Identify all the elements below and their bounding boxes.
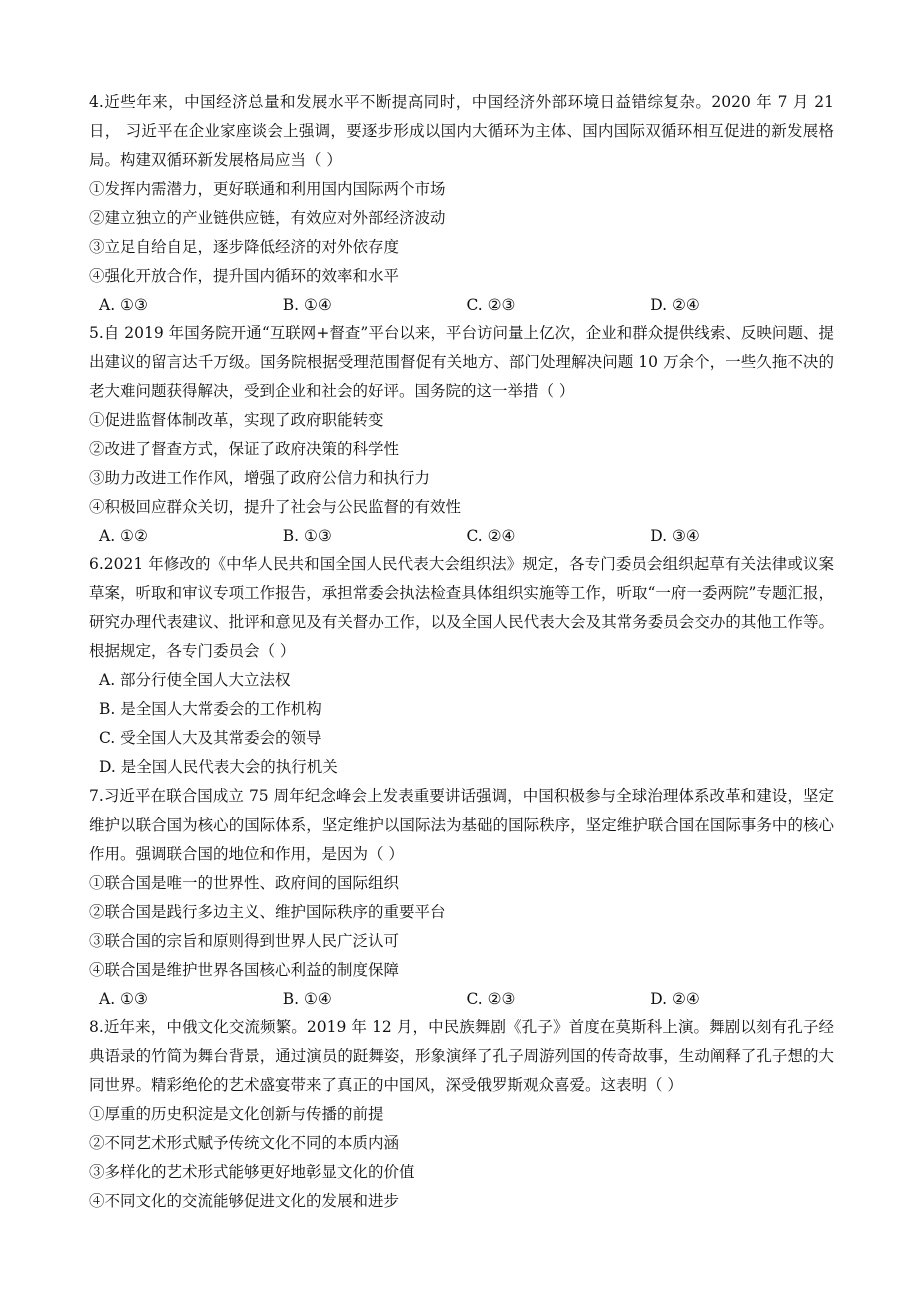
question-stem: 6.2021 年修改的《中华人民共和国全国人民代表大会组织法》规定，各专门委员会组织起草有关法律或议案草案，听取和审议专项工作报告，承担常委会执法检查具体组织实施等工作，听取“一府一委两院”专题汇报，研究办理代表建议、批评和意见及有关督办工作，以及全国人民代表大会及其常务委员会交办的其他工作等。根据规定，各专门委员会（ ） [89,555,834,660]
statement-item: ①联合国是唯一的世界性、政府间的国际组织 [89,874,400,892]
question-6 [89,550,834,782]
answer-choices [89,522,834,551]
statement-item: ③助力改进工作作风，增强了政府公信力和执行力 [89,469,431,487]
statement-item: ④强化开放合作，提升国内循环的效率和水平 [89,267,400,285]
choice-c[interactable]: C. ②③ [466,990,516,1008]
choice-a[interactable]: A. ①③ [99,990,148,1008]
choice-d[interactable]: D. ③④ [650,527,700,545]
statement-item: ③多样化的艺术形式能够更好地彰显文化的价值 [89,1163,415,1181]
choice-c[interactable]: C. ②④ [466,527,516,545]
statement-item: ②建立独立的产业链供应链，有效应对外部经济波动 [89,209,446,227]
statement-item: ①促进监督体制改革，实现了政府职能转变 [89,411,384,429]
question-stem: 8.近年来，中俄文化交流频繁。2019 年 12 月，中民族舞剧《孔子》首度在莫斯科上演。舞剧以刻有孔子经典语录的竹简为舞台背景，通过演员的跹舞姿，形象演绎了孔子周游列国的传奇故事，生动阐释了孔子想的大同世界。精彩绝伦的艺术盛宴带来了真正的中国风，深受俄罗斯观众喜爱。这表明（ ） [89,1018,834,1094]
statement-item: ①厚重的历史积淀是文化创新与传播的前提 [89,1105,384,1123]
choice-b[interactable]: B. ①④ [282,990,332,1008]
question-7 [89,782,834,1014]
statement-item: ③立足自给自足，逐步降低经济的对外依存度 [89,238,400,256]
question-stem: 5.自 2019 年国务院开通“互联网+督查”平台以来，平台访问量上亿次，企业和群众提供线索、反映问题、提出建议的留言达千万级。国务院根据受理范围督促有关地方、部门处理解决问题 10 万余个，一些久拖不决的老大难问题获得解决，受到企业和社会的好评。国务院的这一举措（ ） [89,324,834,400]
statement-item: ④积极回应群众关切，提升了社会与公民监督的有效性 [89,498,462,516]
choice-b[interactable]: B. ①④ [282,296,332,314]
question-4 [89,88,834,320]
choice-c[interactable]: C. 受全国人大及其常委会的领导 [99,729,322,747]
statement-item: ④联合国是维护世界各国核心利益的制度保障 [89,961,400,979]
question-8 [89,1013,834,1216]
choice-b[interactable]: B. ①③ [282,527,332,545]
answer-choices [89,291,834,320]
question-5 [89,319,834,551]
choice-a[interactable]: A. ①③ [99,296,148,314]
choice-a[interactable]: A. 部分行使全国人大立法权 [99,671,291,689]
statement-item: ④不同文化的交流能够促进文化的发展和进步 [89,1192,400,1210]
statement-item: ②改进了督查方式，保证了政府决策的科学性 [89,440,400,458]
question-stem: 7.习近平在联合国成立 75 周年纪念峰会上发表重要讲话强调，中国积极参与全球治理体系改革和建设，坚定维护以联合国为核心的国际体系，坚定维护以国际法为基础的国际秩序，坚定维护联合国在国际事务中的核心作用。强调联合国的地位和作用，是因为（ ） [89,787,834,863]
choice-b[interactable]: B. 是全国人大常委会的工作机构 [99,700,322,718]
question-stem: 4.近些年来，中国经济总量和发展水平不断提高同时，中国经济外部环境日益错综复杂。2020 年 7 月 21 日， 习近平在企业家座谈会上强调，要逐步形成以国内大循环为主体、国内国际双循环相互促进的新发展格局。构建双循环新发展格局应当（ ） [89,93,834,169]
statement-item: ②不同艺术形式赋予传统文化不同的本质内涵 [89,1134,400,1152]
choice-d[interactable]: D. ②④ [650,296,700,314]
answer-choices [89,985,834,1014]
choice-d[interactable]: D. ②④ [650,990,700,1008]
statement-item: ①发挥内需潜力，更好联通和利用国内国际两个市场 [89,180,446,198]
choice-d[interactable]: D. 是全国人民代表大会的执行机关 [99,758,338,776]
statement-item: ②联合国是践行多边主义、维护国际秩序的重要平台 [89,903,446,921]
statement-item: ③联合国的宗旨和原则得到世界人民广泛认可 [89,932,400,950]
choice-a[interactable]: A. ①② [99,527,148,545]
choice-c[interactable]: C. ②③ [466,296,516,314]
